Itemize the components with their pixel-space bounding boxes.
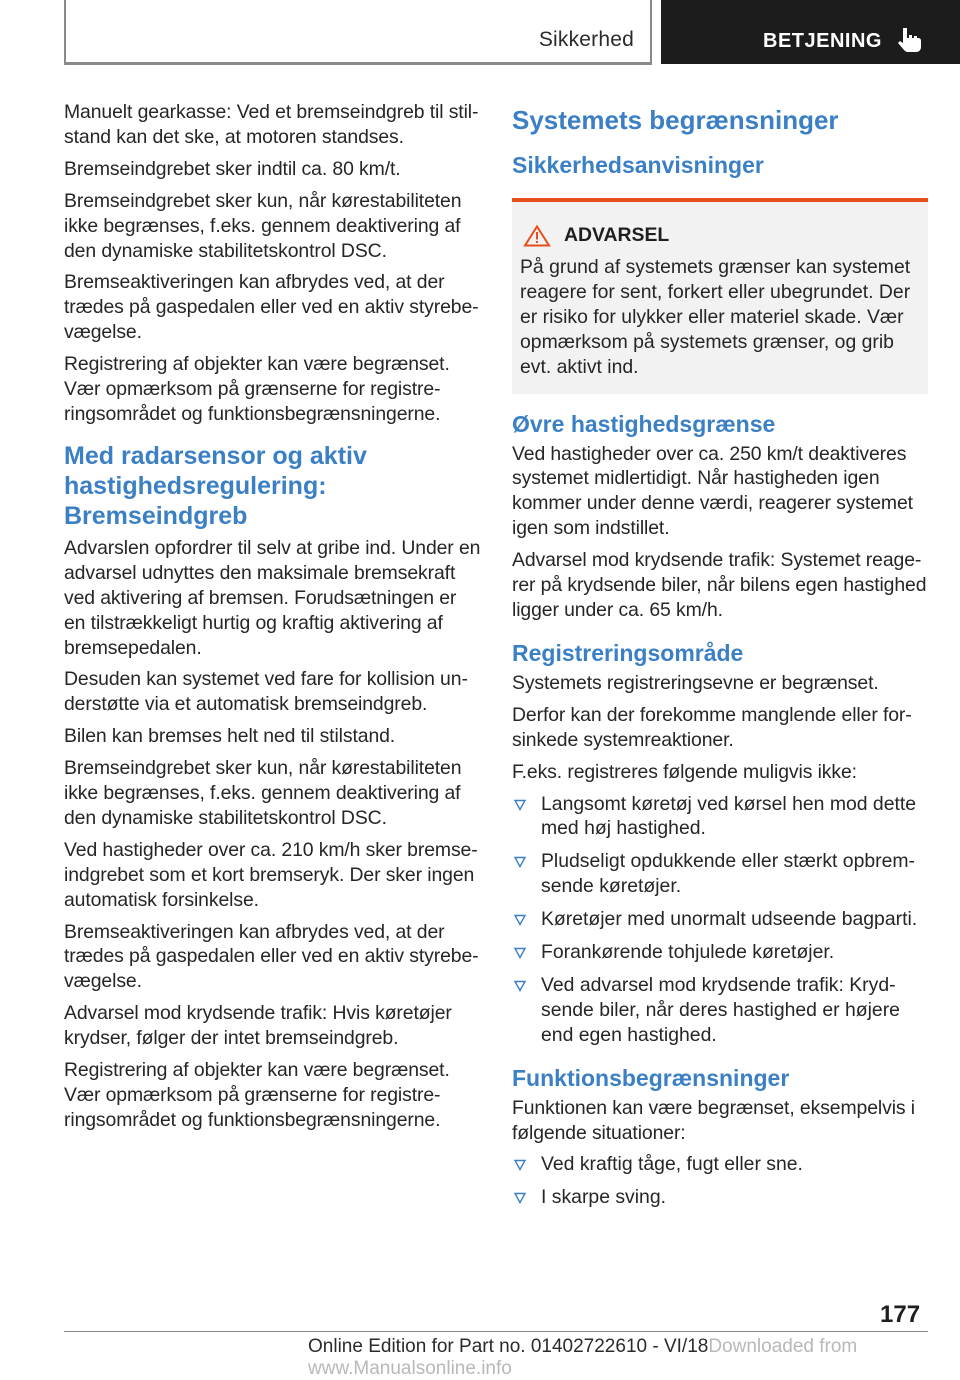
footer-edition-line <box>308 1336 960 1380</box>
paragraph: Bremseaktiveringen kan afbrydes ved, at der trædes på gaspedalen eller ved en aktiv styrebevægelse. <box>64 920 479 993</box>
header-chapter-title: BETJENING <box>763 30 882 52</box>
paragraph: Advarsel mod krydsende trafik: Systemet reagerer på krydsende biler, når bilens egen hastighed ligger under ca. 65 km/h. <box>512 549 927 621</box>
subheading-safety: Sikkerhedsanvisninger <box>512 152 764 178</box>
bullet-triangle-icon <box>514 856 526 868</box>
paragraph: Advarslen opfordrer til selv at gribe ind. Under en advarsel udnyttes den maksimale bremsekraft ved aktivering af bremsen. Forudsætningen er en tilstrækkeligt hurtig og kraftig aktivering af bremsepedalen. <box>64 536 481 659</box>
section-heading-radar: Med radarsensor og aktiv hastighedsregulering: Bremseindgreb <box>64 441 367 530</box>
paragraph: Registrering af objekter kan være begrænset. Vær opmærksom på grænserne for registreringsområdet og funktionsbegrænsningerne. <box>64 1059 450 1131</box>
list-item-text: Køretøjer med unormalt udseende bagparti. <box>541 908 918 931</box>
list-item <box>512 1152 928 1177</box>
paragraph: Derfor kan der forekomme manglende eller forsinkede systemreaktioner. <box>512 703 912 751</box>
bullet-triangle-icon <box>514 1192 526 1204</box>
subheading-upper-speed: Øvre hastighedsgrænse <box>512 410 776 437</box>
list-item <box>512 849 928 899</box>
list-item-text: Langsomt køretøj ved kørsel hen mod dette med høj hastighed. <box>541 792 917 840</box>
paragraph: Advarsel mod krydsende trafik: Hvis køretøjer krydser, følger der intet bremseindgreb. <box>64 1002 452 1050</box>
subheading-function-limits: Funktionsbegrænsninger <box>512 1064 790 1091</box>
header-tab-border-right <box>650 0 652 64</box>
bullet-triangle-icon <box>514 799 526 811</box>
list-item <box>512 792 928 842</box>
paragraph: Manuelt gearkasse: Ved et bremseindgreb til stilstand kan det ske, at motoren standses. <box>64 101 479 148</box>
warning-header <box>520 224 920 247</box>
bullet-triangle-icon <box>514 914 526 926</box>
detection-limit-list <box>512 792 928 1048</box>
bullet-triangle-icon <box>514 980 526 992</box>
list-item <box>512 1185 928 1210</box>
paragraph: Desuden kan systemet ved fare for kollision understøtte via et automatisk bremseindgreb. <box>64 668 468 716</box>
list-item <box>512 973 928 1048</box>
left-column <box>64 100 482 1140</box>
paragraph: Bremseindgrebet sker kun, når kørestabiliteten ikke begrænses, f.eks. gennem deaktivering af den dynamiske stabilitetskontrol DSC. <box>64 189 462 262</box>
page-title: Systemets begrænsninger <box>512 105 839 135</box>
paragraph: Ved hastigheder over ca. 250 km/t deaktiveres systemet midlertidigt. Når hastigheden igen kommer under denne værdi, reagerer systemet igen som indstillet. <box>512 442 913 540</box>
header-tab-border-left <box>64 0 66 64</box>
paragraph: Bremseindgrebet sker indtil ca. 80 km/t. <box>64 157 401 180</box>
list-item-text: I skarpe sving. <box>541 1186 667 1209</box>
paragraph: Funktionen kan være begrænset, eksempelvis i følgende situationer: <box>512 1096 916 1144</box>
list-item-text: Ved kraftig tåge, fugt eller sne. <box>541 1153 803 1176</box>
paragraph: Ved hastigheder over ca. 210 km/h sker bremseindgrebet som et kort bremseryk. Der sker ingen automatisk forsinkelse. <box>64 838 478 911</box>
paragraph: Bremseaktiveringen kan afbrydes ved, at der trædes på gaspedalen eller ved en aktiv styrebevægelse. <box>64 271 479 344</box>
header-tab-underline <box>64 62 652 65</box>
footer-divider <box>64 1331 928 1332</box>
paragraph: Bremseindgrebet sker kun, når kørestabiliteten ikke begrænses, f.eks. gennem deaktivering af den dynamiske stabilitetskontrol DSC. <box>64 757 462 829</box>
subheading-detection-range: Registreringsområde <box>512 639 744 666</box>
list-item-text: Forankørende tohjulede køretøjer. <box>541 941 835 964</box>
list-item <box>512 907 928 932</box>
paragraph: F.eks. registreres følgende muligvis ikke: <box>512 760 857 783</box>
header-section-title: Sikkerhed <box>538 28 634 51</box>
warning-triangle-icon <box>524 225 550 247</box>
list-item <box>512 940 928 965</box>
warning-text: På grund af systemets grænser kan systemet reagere for sent, forkert eller ubegrundet. Der er risiko for ulykker eller materiel skade. Vær opmærksom på systemets grænser, og grib evt. aktivt ind. <box>520 256 911 378</box>
function-limit-list <box>512 1152 928 1210</box>
list-item-text: Pludseligt opdukkende eller stærkt opbremsende køretøjer. <box>541 850 916 898</box>
page-number: 177 <box>880 1301 921 1328</box>
list-item-text: Ved advarsel mod krydsende trafik: Krydsende biler, når deres hastighed er højere end egen hastighed. <box>541 973 900 1046</box>
footer-watermark: Downloaded from www.Manualsonline.info <box>308 1336 858 1379</box>
paragraph: Bilen kan bremses helt ned til stilstand. <box>64 725 396 748</box>
paragraph: Registrering af objekter kan være begrænset. Vær opmærksom på grænserne for registreringsområdet og funktionsbegrænsningerne. <box>64 353 450 425</box>
warning-title: ADVARSEL <box>564 224 670 246</box>
bullet-triangle-icon <box>514 947 526 959</box>
pointing-hand-icon <box>895 26 921 54</box>
footer-edition: Online Edition for Part no. 01402722610 - VI/18 <box>308 1336 709 1357</box>
bullet-triangle-icon <box>514 1159 526 1171</box>
right-column <box>512 100 928 1218</box>
paragraph: Systemets registreringsevne er begrænset. <box>512 671 879 694</box>
warning-box <box>512 198 928 394</box>
